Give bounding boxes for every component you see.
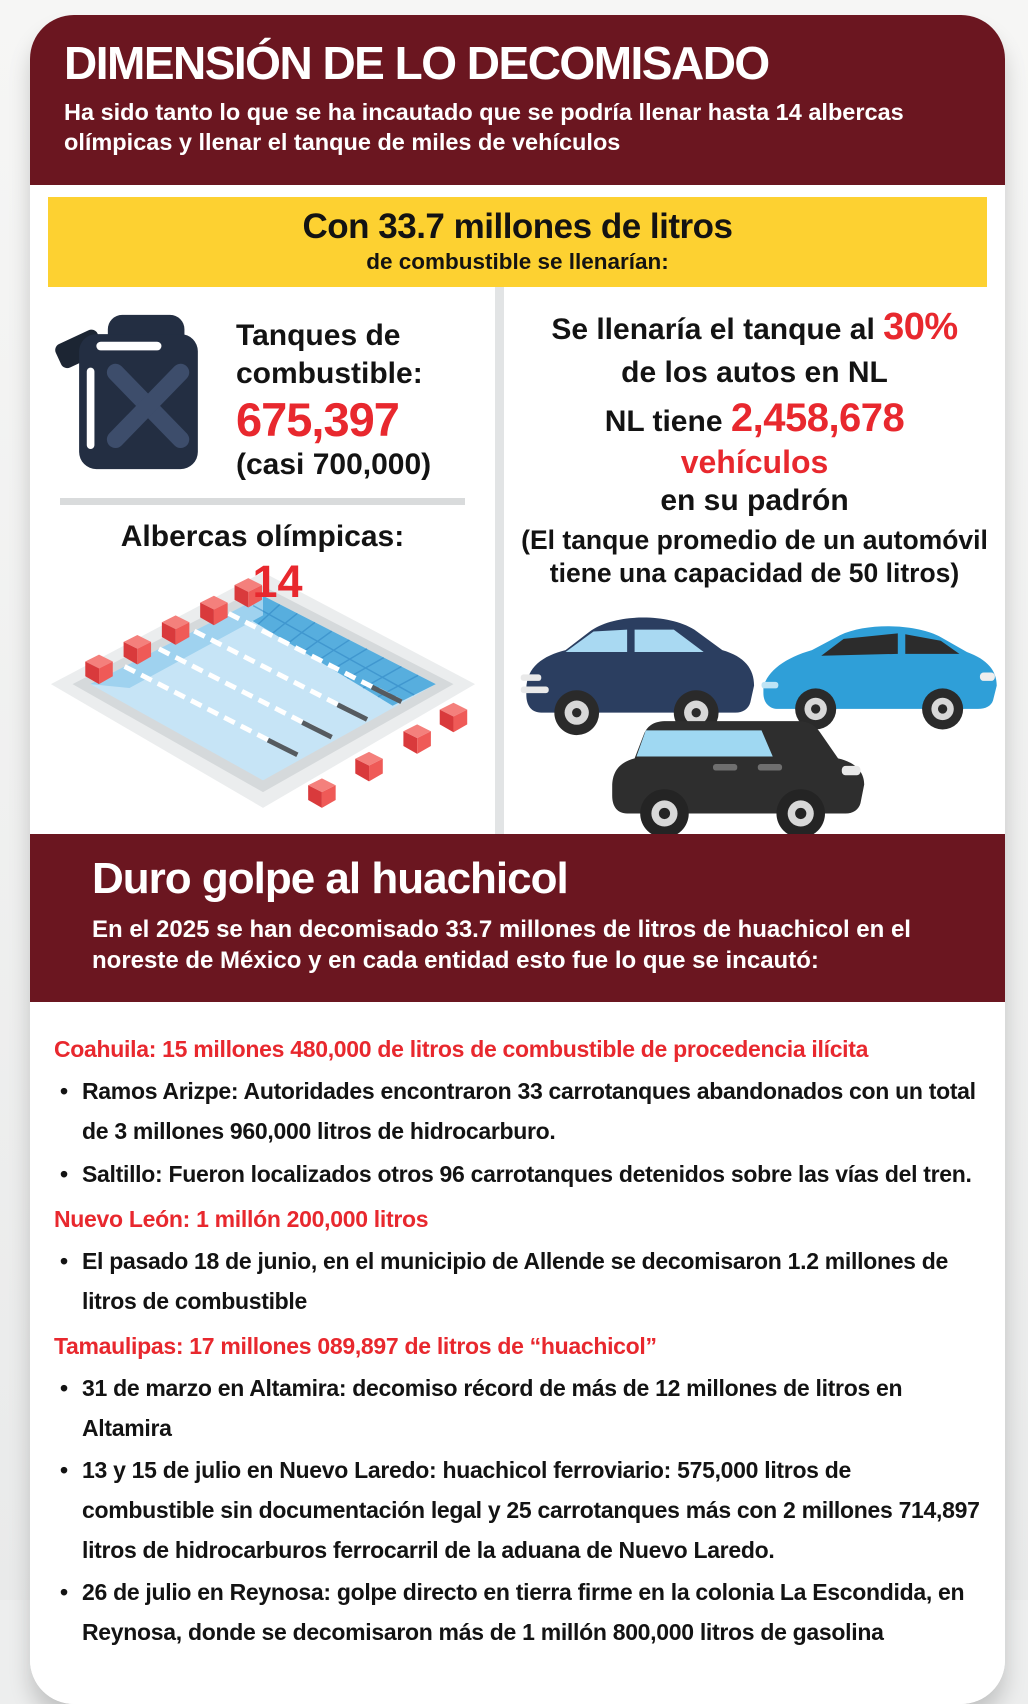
section-title: Duro golpe al huachicol <box>92 853 568 903</box>
state-header-tamaulipas: Tamaulipas: 17 millones 089,897 de litros de “huachicol” <box>54 1332 657 1359</box>
left-panel-divider <box>60 498 465 505</box>
fuel-tanks-text <box>236 309 446 482</box>
seizures-list <box>30 1002 1005 1703</box>
fuel-tanks-note: (casi 700,000) <box>236 448 432 482</box>
autos-line: de los autos en NL <box>621 355 888 389</box>
tank-fill-line <box>504 303 1005 352</box>
blue-coupe <box>761 626 996 729</box>
yellow-banner <box>48 197 987 287</box>
list-item: • 26 de julio en Reynosa: golpe directo en tierra firme en la colonia La Escondida, en Reynosa, donde se decomisaron más de 1 millón 800,000 litros de gasolina <box>54 1572 983 1652</box>
yellow-banner-wrap <box>30 197 1005 287</box>
page-title: DIMENSIÓN DE LO DECOMISADO <box>64 37 769 89</box>
tank-fill-text: Se llenaría el tanque al <box>551 313 884 347</box>
tank-capacity-note: (El tanque promedio de un automóvil tiene una capacidad de 50 litros) <box>521 524 988 588</box>
fuel-tanks-value: 675,397 <box>236 393 399 447</box>
list-item: • El pasado 18 de junio, en el municipio de Allende se decomisaron 1.2 millones de litros de combustible <box>54 1241 983 1321</box>
fuel-tanks-row <box>30 303 495 482</box>
yellow-banner-headline: Con 33.7 millones de litros <box>302 207 733 247</box>
black-suv <box>612 721 864 834</box>
column-divider <box>495 287 504 833</box>
jerry-can-icon <box>54 313 222 471</box>
vehicle-count-prefix: NL tiene <box>604 404 731 438</box>
list-item: • 31 de marzo en Altamira: decomiso récord de más de 12 millones de litros en Altamira <box>54 1368 983 1448</box>
header-gap <box>30 185 1005 197</box>
list-item: • 13 y 15 de julio en Nuevo Laredo: huachicol ferroviario: 575,000 litros de combustible sin documentación legal y 25 carrotanques más con 2 millones 714,897 litros de hidrocarburos ferrocarril de la aduana de Nuevo Laredo. <box>54 1450 983 1570</box>
pools-value: 14 <box>252 556 303 608</box>
state-header-coahuila: Coahuila: 15 millones 480,000 de litros de combustible de procedencia ilícita <box>54 1036 869 1063</box>
pools-label: Albercas olímpicas: <box>120 520 405 554</box>
padron-line: en su padrón <box>660 483 849 517</box>
page-subtitle: Ha sido tanto lo que se ha incautado que se podría llenar hasta 14 albercas olímpicas y llenar el tanque de miles de vehículos <box>64 99 904 156</box>
fuel-tanks-label: Tanques de combustible: <box>236 319 423 390</box>
cars-illustration <box>506 596 1004 834</box>
state-header-nuevo-leon: Nuevo León: 1 millón 200,000 litros <box>54 1205 429 1232</box>
section-subtitle: En el 2025 se han decomisado 33.7 millones de litros de huachicol en el noreste de México y en cada entidad esto fue lo que se incautó: <box>92 916 911 975</box>
list-item: • Saltillo: Fueron localizados otros 96 carrotanques detenidos sobre las vías del tren. <box>54 1154 983 1194</box>
navy-hatchback <box>520 617 753 735</box>
yellow-banner-subline: de combustible se llenarían: <box>366 249 669 275</box>
main-header <box>30 15 1005 185</box>
section-banner <box>30 834 1005 1003</box>
vehicle-count-line <box>504 392 1005 444</box>
vehicle-count-value: 2,458,678 <box>730 395 905 440</box>
vehicles-panel <box>504 287 1005 833</box>
infographic-card <box>30 15 1005 1704</box>
fuel-tanks-panel <box>30 287 495 833</box>
list-item: • Ramos Arizpe: Autoridades encontraron 33 carrotanques abandonados con un total de 3 millones 960,000 litros de hidrocarburo. <box>54 1071 983 1151</box>
vehicles-word: vehículos <box>680 443 829 480</box>
tank-fill-percent: 30% <box>883 306 958 349</box>
stats-columns <box>30 287 1005 833</box>
